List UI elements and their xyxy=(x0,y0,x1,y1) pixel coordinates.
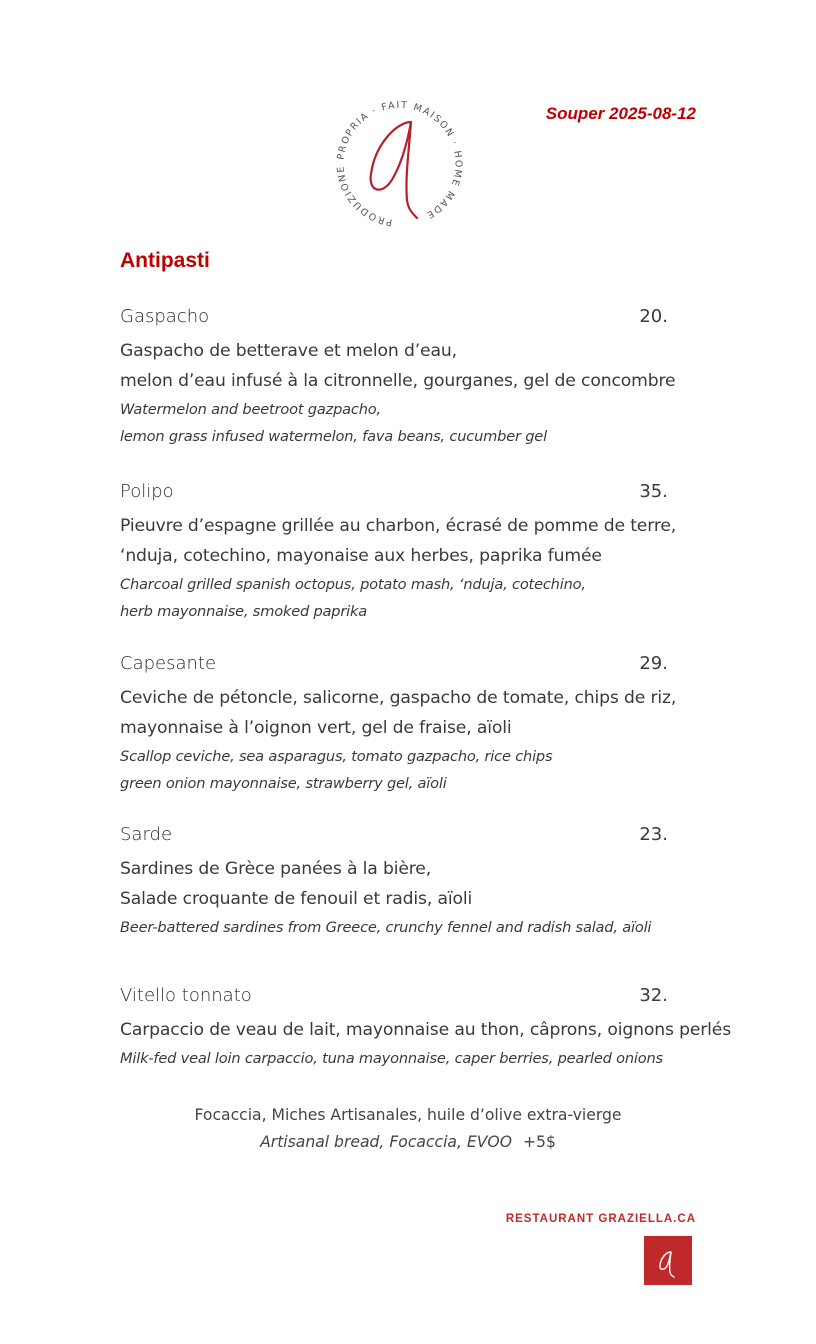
dish-name: Vitello tonnato xyxy=(120,985,252,1006)
dish-description-fr: mayonnaise à l’oignon vert, gel de fraise, aïoli xyxy=(120,718,512,738)
bread-description-fr: Focaccia, Miches Artisanales, huile d’olive extra-vierge xyxy=(194,1106,622,1124)
bread-note xyxy=(0,1102,816,1156)
dish-description-en: green onion mayonnaise, strawberry gel, aïoli xyxy=(120,775,447,792)
dish-description-fr: Sardines de Grèce panées à la bière, xyxy=(120,859,432,879)
menu-date: Souper 2025-08-12 xyxy=(545,104,696,123)
dish-description-fr: Pieuvre d’espagne grillée au charbon, écrasé de pomme de terre, xyxy=(120,516,677,536)
dish-description-en: Charcoal grilled spanish octopus, potato mash, ‘nduja, cotechino, xyxy=(120,576,586,593)
dish-description-fr: Ceviche de pétoncle, salicorne, gaspacho de tomate, chips de riz, xyxy=(120,688,677,708)
brand-mark-icon xyxy=(644,1236,692,1285)
bread-price: +5$ xyxy=(522,1133,556,1151)
dish-name: Gaspacho xyxy=(120,306,210,327)
dish-vitello-tonnato xyxy=(120,985,732,1072)
dish-price: 35. xyxy=(639,481,668,502)
dish-polipo xyxy=(120,481,677,625)
dish-description-fr: Gaspacho de betterave et melon d’eau, xyxy=(120,341,457,361)
dish-name: Sarde xyxy=(120,824,173,845)
dish-description-en: herb mayonnaise, smoked paprika xyxy=(120,603,368,620)
dish-capesante xyxy=(120,653,677,797)
dish-description-fr: Carpaccio de veau de lait, mayonnaise au thon, câprons, oignons perlés xyxy=(120,1020,732,1040)
dish-description-fr: melon d’eau infusé à la citronnelle, gourganes, gel de concombre xyxy=(120,371,676,391)
dish-description-en: Beer-battered sardines from Greece, crunchy fennel and radish salad, aïoli xyxy=(120,919,652,936)
dish-sarde xyxy=(120,824,668,941)
dish-description-fr: ‘nduja, cotechino, mayonaise aux herbes, paprika fumée xyxy=(120,546,602,566)
logo-ring-text: PRODUZIONE PROPRIA · FAIT MAISON · HOME MADE xyxy=(335,99,464,228)
dish-name: Polipo xyxy=(120,481,174,502)
dish-price: 23. xyxy=(639,824,668,845)
dish-description-fr: Salade croquante de fenouil et radis, aïoli xyxy=(120,889,473,909)
dish-name: Capesante xyxy=(120,653,217,674)
bread-description-en xyxy=(0,1129,816,1156)
dish-price: 20. xyxy=(639,306,668,327)
section-title-antipasti: Antipasti xyxy=(120,249,210,272)
bread-description-en-text: Artisanal bread, Focaccia, EVOO xyxy=(260,1133,512,1151)
graziella-logo xyxy=(327,92,472,232)
logo-g-mark xyxy=(371,122,417,218)
dish-description-en: Scallop ceviche, sea asparagus, tomato gazpacho, rice chips xyxy=(120,748,553,765)
dish-description-en: lemon grass infused watermelon, fava beans, cucumber gel xyxy=(120,428,547,445)
restaurant-url: RESTAURANT GRAZIELLA.CA xyxy=(505,1213,696,1225)
dish-description-en: Watermelon and beetroot gazpacho, xyxy=(120,401,381,418)
dish-price: 32. xyxy=(639,985,668,1006)
dish-gaspacho xyxy=(120,306,676,450)
dish-description-en: Milk-fed veal loin carpaccio, tuna mayonnaise, caper berries, pearled onions xyxy=(120,1050,663,1067)
dish-price: 29. xyxy=(639,653,668,674)
